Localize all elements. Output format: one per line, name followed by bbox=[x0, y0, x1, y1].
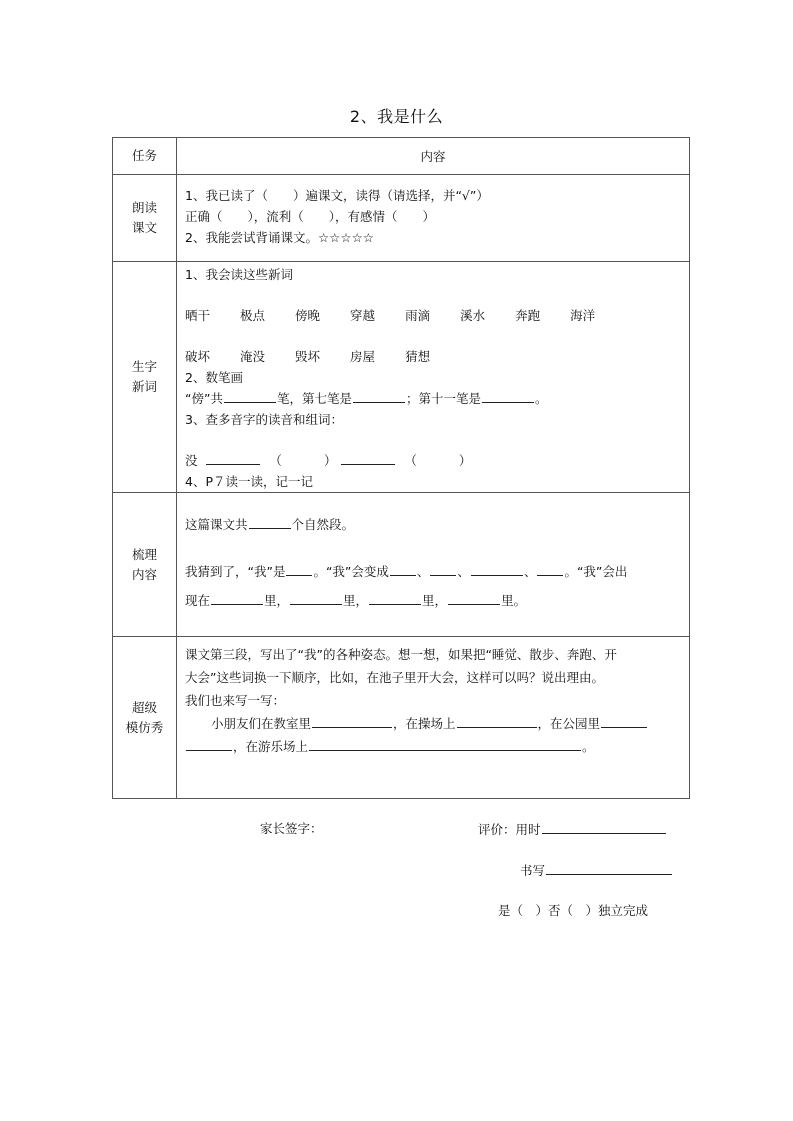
stroke-count-title: 2、数笔画 bbox=[185, 370, 243, 385]
row-content-reading bbox=[177, 175, 690, 262]
polyphone-title: 3、查多音字的读音和组词： bbox=[185, 412, 343, 427]
change-blank-2[interactable] bbox=[430, 561, 456, 576]
row-label-reading: 朗读 课文 bbox=[113, 175, 177, 262]
p7-read-line: 4、P７读一读，记一记 bbox=[185, 474, 313, 489]
read-words-title: 1、我会读这些新词 bbox=[185, 267, 293, 282]
change-blank-3[interactable] bbox=[471, 561, 523, 576]
imitation-prompt-1: 课文第三段，写出了“我”的各种姿态。想一想，如果把“睡觉、散步、奔跑、开 bbox=[185, 647, 617, 662]
table-row-imitation bbox=[113, 637, 690, 799]
amusement-park-blank[interactable] bbox=[309, 736, 581, 751]
table-row-summary bbox=[113, 493, 690, 637]
header-task: 任务 bbox=[113, 138, 177, 175]
independent-completion: 是（ ）否（ ）独立完成 bbox=[498, 903, 649, 918]
appear-blank-2[interactable] bbox=[290, 590, 342, 605]
time-blank[interactable] bbox=[542, 819, 666, 834]
park-blank-cont[interactable] bbox=[186, 736, 232, 751]
classroom-blank[interactable] bbox=[312, 713, 392, 728]
stroke-total-blank[interactable] bbox=[224, 388, 276, 403]
parent-signature: 家长签字： bbox=[260, 821, 323, 836]
seventh-stroke-blank[interactable] bbox=[353, 388, 405, 403]
row-label-new-words: 生字 新词 bbox=[113, 262, 177, 493]
writing-score: 书写 bbox=[520, 860, 673, 879]
guess-question: 我猜到了，“我”是 。“我”会变成 、 、 、 。“我”会出 bbox=[185, 560, 681, 583]
row-label-summary: 梳理 内容 bbox=[113, 493, 177, 637]
change-blank-1[interactable] bbox=[390, 561, 416, 576]
guess-blank[interactable] bbox=[286, 561, 312, 576]
appear-blank-1[interactable] bbox=[211, 590, 263, 605]
appear-question: 现在 里， 里， 里， 里。 bbox=[185, 589, 681, 612]
reading-quality-line: 正确（ ），流利（ ），有感情（ ） bbox=[185, 209, 436, 224]
evaluation-time: 评价：用时 bbox=[478, 819, 667, 838]
paragraph-count-blank[interactable] bbox=[249, 514, 291, 529]
table-row-new-words bbox=[113, 262, 690, 493]
park-blank[interactable] bbox=[601, 713, 647, 728]
stroke-count-question: “傍”共 笔，第七笔是 ；第十一笔是 。 bbox=[185, 388, 681, 409]
row-content-summary bbox=[177, 493, 690, 637]
polyphone-question: 没 （ ） （ ） bbox=[185, 450, 681, 471]
paragraph-count-question: 这篇课文共 个自然段。 bbox=[185, 513, 681, 536]
pinyin-blank-1[interactable] bbox=[206, 450, 260, 465]
row-content-new-words bbox=[177, 262, 690, 493]
imitation-prompt-2: 大会”这些词换一下顺序，比如，在池子里开大会，这样可以吗？说出理由。 bbox=[185, 670, 604, 685]
row-content-imitation bbox=[177, 637, 690, 799]
imitation-writing-line-2: ，在游乐场上 。 bbox=[185, 735, 681, 758]
table-header-row bbox=[113, 138, 690, 175]
row-label-imitation: 超级 模仿秀 bbox=[113, 637, 177, 799]
appear-blank-3[interactable] bbox=[369, 590, 421, 605]
reading-count-line: 1、我已读了（ ）遍课文，读得（请选择，并“√”） bbox=[185, 188, 489, 203]
header-content: 内容 bbox=[177, 138, 690, 175]
pinyin-blank-2[interactable] bbox=[341, 450, 395, 465]
word-list-1: 晒干 极点 傍晚 穿越 雨滴 溪水 奔跑 海洋 bbox=[185, 308, 596, 323]
recite-stars-line: 2、我能尝试背诵课文。☆☆☆☆☆ bbox=[185, 230, 374, 245]
playground-blank[interactable] bbox=[457, 713, 537, 728]
table-row-reading bbox=[113, 175, 690, 262]
worksheet-table bbox=[112, 137, 690, 799]
eleventh-stroke-blank[interactable] bbox=[482, 388, 534, 403]
imitation-prompt-3: 我们也来写一写： bbox=[185, 693, 286, 708]
word-list-2: 破坏 淹没 毁坏 房屋 猜想 bbox=[185, 349, 431, 364]
appear-blank-4[interactable] bbox=[448, 590, 500, 605]
imitation-writing-line-1: 小朋友们在教室里 ，在操场上 ，在公园里 bbox=[185, 712, 681, 735]
writing-blank[interactable] bbox=[546, 860, 672, 875]
change-blank-4[interactable] bbox=[537, 561, 563, 576]
page-title: 2、我是什么 bbox=[349, 107, 444, 126]
